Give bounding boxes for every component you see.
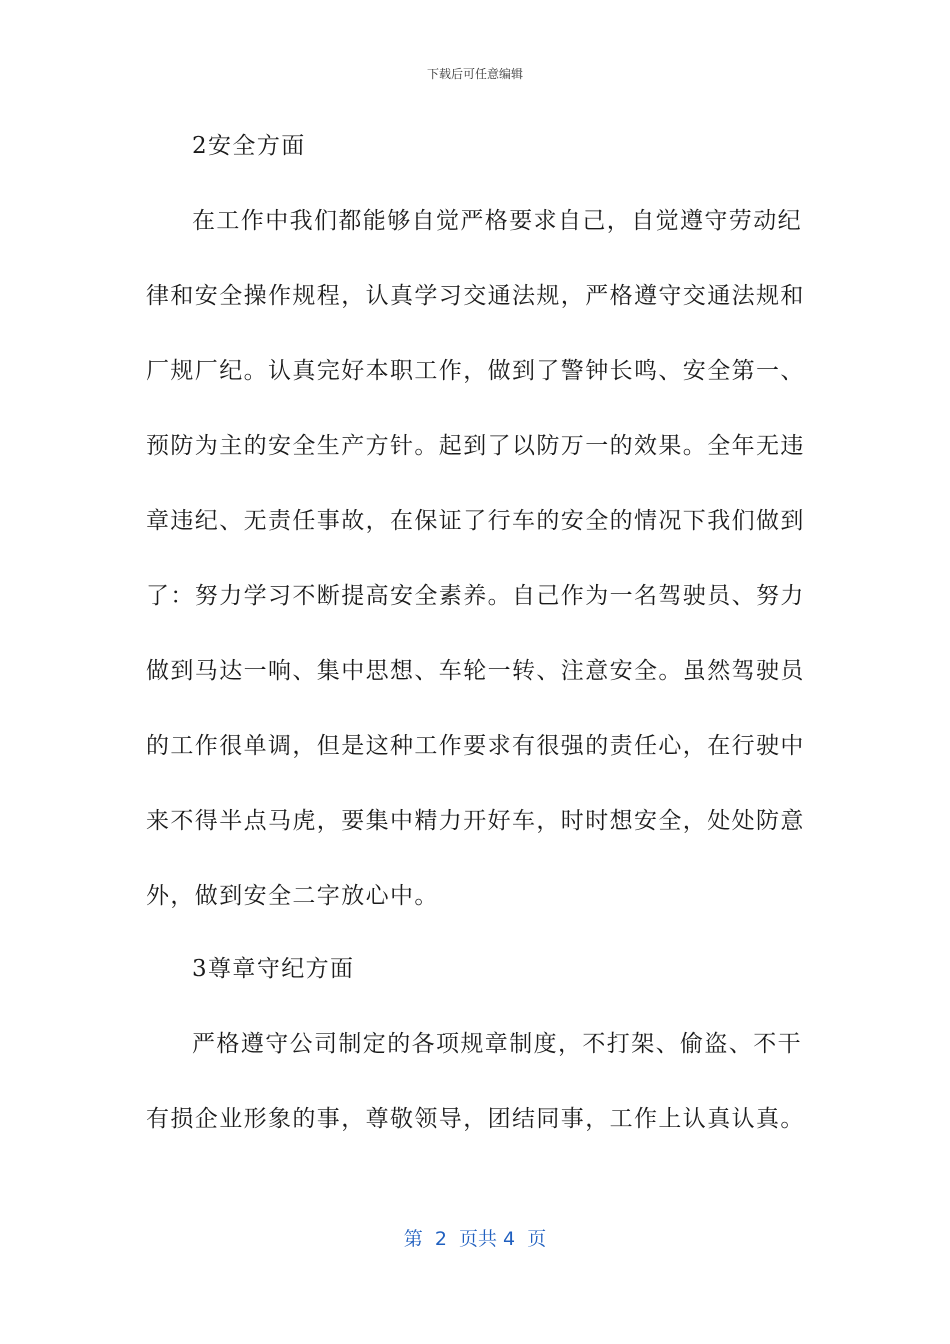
paragraph-line: 做到马达一响、集中思想、车轮一转、注意安全。虽然驾驶员 (146, 658, 805, 684)
paragraph-line: 严格遵守公司制定的各项规章制度，不打架、偷盗、不干 (192, 1031, 802, 1057)
paragraph-line: 有损企业形象的事，尊敬领导，团结同事，工作上认真认真。 (146, 1106, 805, 1132)
paragraph-line: 在工作中我们都能够自觉严格要求自己，自觉遵守劳动纪 (192, 208, 802, 234)
paragraph-line: 来不得半点马虎，要集中精力开好车，时时想安全，处处防意 (146, 808, 805, 834)
paragraph-line: 章违纪、无责任事故，在保证了行车的安全的情况下我们做到 (146, 508, 805, 534)
page-number-footer: 第 2 页共 4 页 (403, 1228, 547, 1250)
paragraph-line: 的工作很单调，但是这种工作要求有很强的责任心，在行驶中 (146, 733, 805, 759)
page-header-note: 下载后可任意编辑 (426, 67, 523, 81)
paragraph-line: 外，做到安全二字放心中。 (146, 883, 439, 909)
paragraph-line: 厂规厂纪。认真完好本职工作，做到了警钟长鸣、安全第一、 (146, 358, 805, 384)
section-heading-discipline: 3尊章守纪方面 (192, 956, 355, 982)
section-heading-safety: 2安全方面 (192, 133, 306, 159)
paragraph-line: 预防为主的安全生产方针。起到了以防万一的效果。全年无违 (146, 433, 805, 459)
paragraph-line: 了：努力学习不断提高安全素养。自己作为一名驾驶员、努力 (146, 583, 805, 609)
paragraph-line: 律和安全操作规程，认真学习交通法规，严格遵守交通法规和 (146, 283, 805, 309)
